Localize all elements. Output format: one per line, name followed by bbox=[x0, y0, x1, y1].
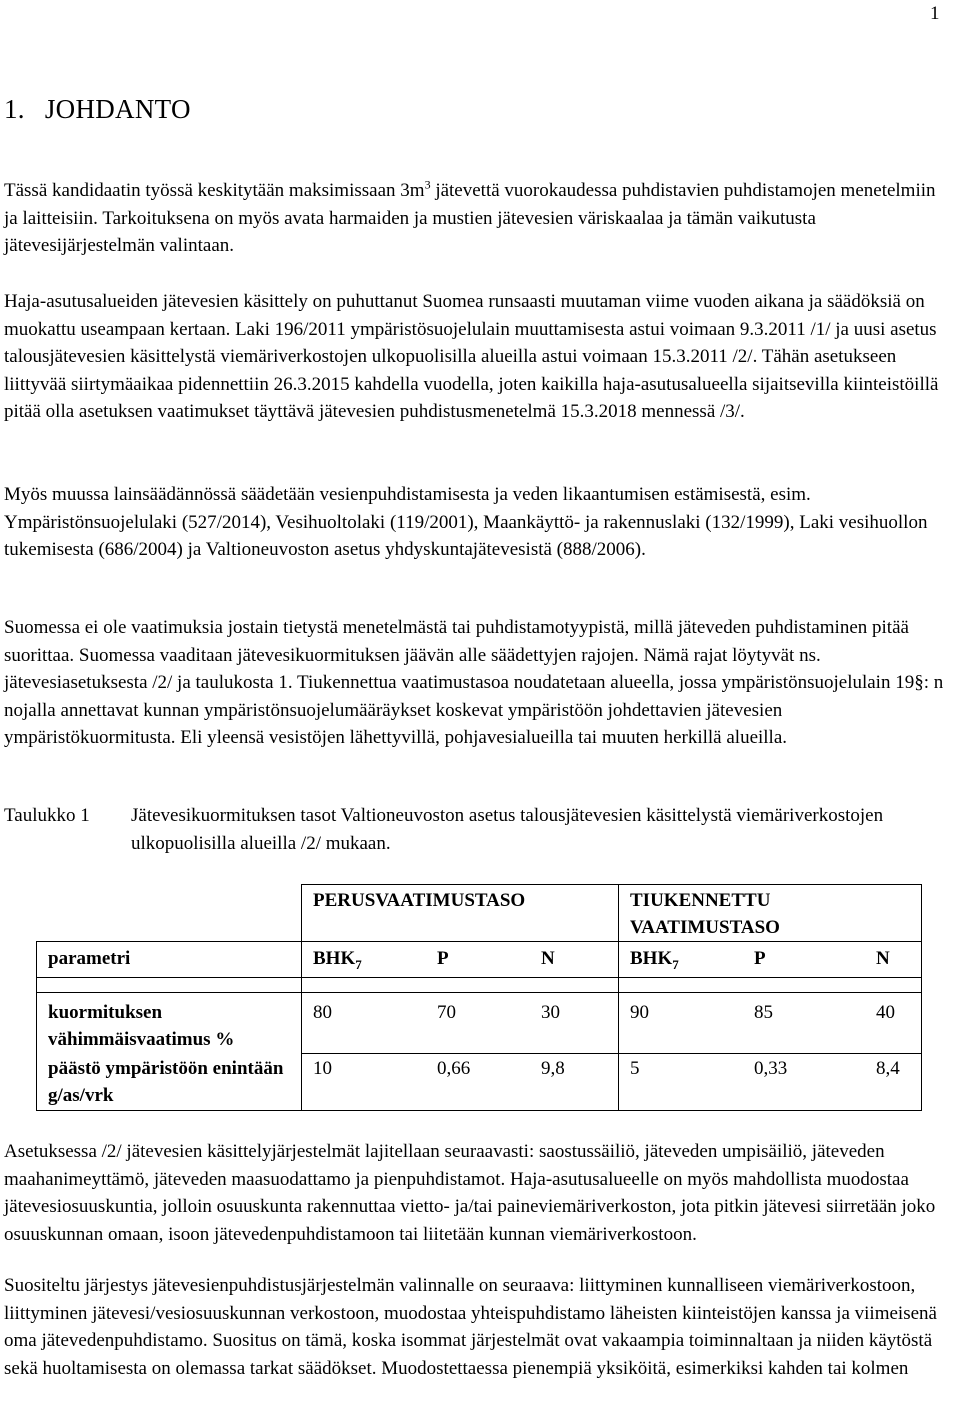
group-header-strict: TIUKENNETTU VAATIMUSTASO bbox=[630, 890, 780, 938]
table-cell: 40 bbox=[876, 1002, 895, 1023]
paragraph-requirements: Suomessa ei ole vaatimuksia jostain tietystä menetelmästä tai puhdistamotyypistä, millä jäteveden puhdistaminen pitää suorittaa. Suomessa vaaditaan jätevesikuormituksen jäävän alle säädettyjen rajojen. Nämä rajat löytyvät ns. jätevesiasetuksesta /2/ ja taulukosta 1. Tiukennettua vaatimustasoa noudatetaan alueella, jossa ympäristönsuojelulain 19§: n nojalla annettavat kunnan ympäristönsuojelumääräykset koskevat ympäristöön johdettavien jätevesien ympäristökuormitusta. Eli yleensä vesistöjen lähettyvillä, pohjavesialueilla tai muuten herkillä alueilla. bbox=[4, 617, 944, 749]
heading-number: 1. bbox=[4, 94, 25, 124]
col-header-bhk-basic bbox=[313, 945, 362, 972]
col-header-n-basic: N bbox=[541, 948, 555, 969]
table-caption-text: Jätevesikuormituksen tasot Valtioneuvoston asetus talousjätevesien käsittelystä viemäriverkostojen ulkopuolisilla alueilla /2/ mukaan. bbox=[131, 805, 884, 854]
row-label-emission-limit: päästö ympäristöön enintään g/as/vrk bbox=[48, 1058, 284, 1106]
bhk-label: BHK bbox=[630, 948, 673, 969]
col-header-p-basic: P bbox=[437, 948, 449, 969]
row-label-min-requirement: kuormituksen vähimmäisvaatimus % bbox=[48, 1002, 235, 1050]
table-cell: 10 bbox=[313, 1058, 332, 1079]
col-header-bhk-strict bbox=[630, 945, 679, 972]
col-header-n-strict: N bbox=[876, 948, 890, 969]
table-cell: 0,33 bbox=[754, 1058, 788, 1079]
bhk-label: BHK bbox=[313, 948, 356, 969]
paragraph-other-laws: Myös muussa lainsäädännössä säädetään vesienpuhdistamisesta ja veden likaantumisen estämisestä, esim. Ympäristönsuojelulaki (527/2014), Vesihuoltolaki (119/2001), Maankäyttö- ja rakennuslaki (132/1999), Laki vesihuollon tukemisesta (686/2004) ja Valtioneuvoston asetus yhdyskuntajätevesistä (888/2006). bbox=[4, 484, 928, 561]
table-cell: 9,8 bbox=[541, 1058, 565, 1079]
page-number: 1 bbox=[930, 3, 940, 24]
heading-title: JOHDANTO bbox=[44, 94, 191, 124]
col-header-p-strict: P bbox=[754, 948, 766, 969]
paragraph-system-types: Asetuksessa /2/ jätevesien käsittelyjärjestelmät lajitellaan seuraavasti: saostussäiliö, jäteveden umpisäiliö, jäteveden maahanimeyttämö, jäteveden maasuodattamo ja pienpuhdistamot. Haja-asutusalueelle on myös mahdollista muodostaa jätevesiosuuskuntia, jolloin osuuskunta rakennuttaa vietto- ja/tai paineviemäriverkoston, jota pitkin jätevesi siirretään joko osuuskunnan omaan, isoon jätevedenpuhdistamoon tai liitetään kunnan viemäriverkostoon. bbox=[4, 1141, 936, 1245]
paragraph-intro bbox=[4, 177, 949, 260]
paragraph-intro-text-a: Tässä kandidaatin työssä keskitytään maksimissaan 3m bbox=[4, 180, 425, 201]
paragraph-recommendation: Suositeltu järjestys jätevesienpuhdistusjärjestelmän valinnalle on seuraava: liittyminen kunnalliseen viemäriverkostoon, liittyminen jätevesi/vesiosuuskunnan verkostoon, muodostaa yhteispuhdistamo läheisten kiinteistöjen kanssa ja viimeisenä oma jätevedenpuhdistamo. Suositus on tämä, koska isommat järjestelmät ovat vakaampia toiminnaltaan ja niiden käytöstä sekä huoltamisesta on olemassa tarkat säädökset. Muodostettaessa pienempiä yksiköitä, esimerkiksi kahden tai kolmen bbox=[4, 1275, 937, 1379]
table-cell: 80 bbox=[313, 1002, 332, 1023]
chapter-heading bbox=[4, 94, 191, 125]
paragraph-intro-text-b: jätevettä vuorokaudessa puhdistavien puhdistamojen menetelmiin ja laitteisiin. Tarkoituksena on myös avata harmaiden ja mustien jätevesien väriskaalaa ja tämän vaikutusta jätevesijärjestelmän valintaan. bbox=[4, 180, 936, 257]
paragraph-legislation: Haja-asutusalueiden jätevesien käsittely on puhuttanut Suomea runsaasti muutaman viime vuoden aikana ja säädöksiä on muokattu useampaan kertaan. Laki 196/2011 ympäristösuojelulain muuttamisesta astui voimaan 9.3.2011 /1/ ja uusi asetus talousjätevesien käsittelystä viemäriverkostojen ulkopuolisilla alueilla astui voimaan 15.3.2011 /2/. Tähän asetukseen liittyvää siirtymäaikaa pidennettiin 26.3.2015 kahdella vuodella, joten kaikilla haja-asutusalueella sijaitsevilla kiinteistöillä pitää olla asetuksen vaatimukset täyttävä jätevesien puhdistusmenetelmä 15.3.2018 mennessä /3/. bbox=[4, 291, 939, 423]
bhk-subscript: 7 bbox=[672, 956, 679, 972]
bhk-subscript: 7 bbox=[355, 956, 362, 972]
group-header-basic: PERUSVAATIMUSTASO bbox=[313, 890, 526, 911]
table-cell: 0,66 bbox=[437, 1058, 471, 1079]
table-cell: 5 bbox=[630, 1058, 640, 1079]
col-header-parameter: parametri bbox=[48, 948, 131, 969]
superscript: 3 bbox=[424, 177, 431, 192]
table-cell: 90 bbox=[630, 1002, 649, 1023]
table-cell: 85 bbox=[754, 1002, 773, 1023]
table-cell: 70 bbox=[437, 1002, 456, 1023]
table-caption-label: Taulukko 1 bbox=[4, 805, 90, 826]
table-cell: 30 bbox=[541, 1002, 560, 1023]
table-cell: 8,4 bbox=[876, 1058, 900, 1079]
